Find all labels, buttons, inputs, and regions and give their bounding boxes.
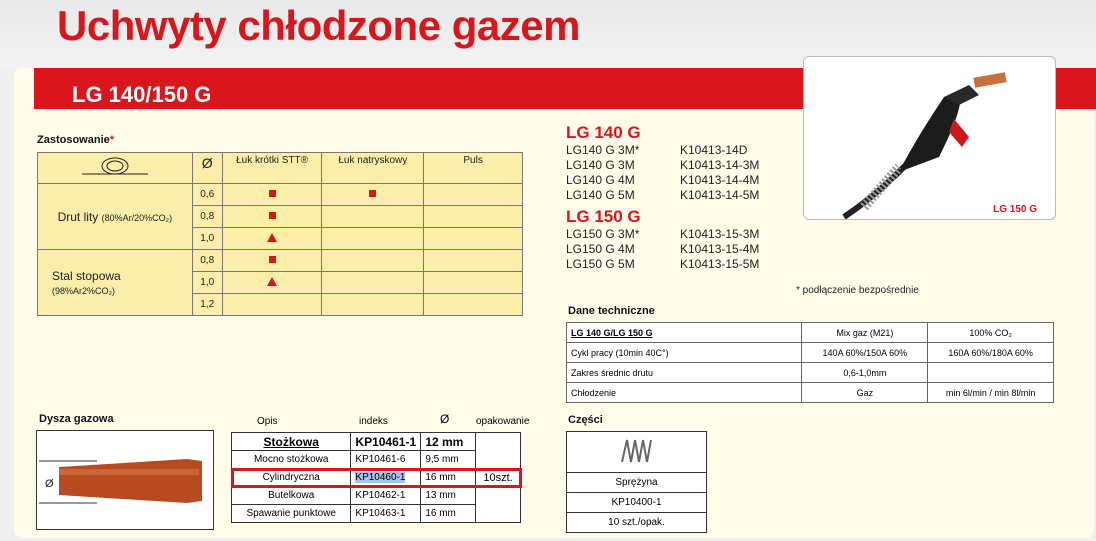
group-stainless xyxy=(38,250,193,316)
model-row xyxy=(566,242,759,257)
model-code: K10413-14-3M xyxy=(680,158,760,172)
col-pack-header: opakowanie xyxy=(476,416,530,427)
empty-cell xyxy=(424,206,523,228)
marker-cell xyxy=(222,272,322,294)
table-row xyxy=(567,432,707,473)
nozzle-desc: Spawanie punktowe xyxy=(232,505,351,523)
col-desc-header: Opis xyxy=(257,416,278,427)
tech-cell: 160A 60%/180A 60% xyxy=(928,343,1054,363)
empty-cell xyxy=(322,250,424,272)
photo-label: LG 150 G xyxy=(993,204,1037,215)
welding-torch-image xyxy=(804,57,1055,219)
diameter-cell: 0,6 xyxy=(192,184,222,206)
square-marker xyxy=(369,190,376,197)
table-row xyxy=(232,433,521,451)
empty-cell xyxy=(424,272,523,294)
empty-cell xyxy=(424,294,523,316)
diameter-cell: 1,0 xyxy=(192,228,222,250)
spray-arc-header: Łuk natryskowy xyxy=(322,153,424,184)
asterisk: * xyxy=(109,134,115,146)
part-pack: 10 szt./opak. xyxy=(567,513,707,533)
gas-nozzle-image xyxy=(37,431,213,529)
tech-cell: Zakres średnic drutu xyxy=(567,363,802,383)
tech-cell: Cykl pracy (10min 40C°) xyxy=(567,343,802,363)
nozzle-index: KP10461-6 xyxy=(351,451,421,469)
triangle-marker xyxy=(267,277,277,286)
tech-cell: Gaz xyxy=(802,383,928,403)
empty-cell xyxy=(424,228,523,250)
diameter-cell: 1,0 xyxy=(192,272,222,294)
parts-label: Części xyxy=(568,414,603,426)
triangle-marker xyxy=(267,233,277,242)
nozzle-desc: Mocno stożkowa xyxy=(232,451,351,469)
marker-cell xyxy=(222,206,322,228)
parts-table xyxy=(566,431,707,533)
tech-cell: 100% CO₂ xyxy=(928,323,1054,343)
model-row xyxy=(566,188,759,203)
application-label-text: Zastosowanie xyxy=(37,134,110,146)
model-name: LG140 G 3M* xyxy=(566,143,640,157)
model-name: LG150 G 4M xyxy=(566,242,635,256)
model-code: K10413-14-4M xyxy=(680,173,760,187)
lg140-heading: LG 140 G xyxy=(566,123,641,142)
nozzle-index-selected[interactable]: KP10460-1 xyxy=(355,472,406,483)
empty-cell xyxy=(424,184,523,206)
table-row xyxy=(567,493,707,513)
marker-cell xyxy=(222,228,322,250)
tech-row xyxy=(567,383,1054,403)
tech-cell: 140A 60%/150A 60% xyxy=(802,343,928,363)
empty-cell xyxy=(322,272,424,294)
nozzle-dia: 16 mm xyxy=(421,505,476,523)
model-code: K10413-15-3M xyxy=(680,227,760,241)
group-name: Stal stopowa xyxy=(52,269,121,283)
band-title: LG 140/150 G xyxy=(72,82,212,107)
group-gas: (98%Ar2%CO₂) xyxy=(52,286,116,296)
lg150-heading: LG 150 G xyxy=(566,207,641,226)
tech-cell: LG 140 G/LG 150 G xyxy=(567,323,802,343)
diameter-symbol: Ø xyxy=(45,478,54,490)
nozzle-index: KP10463-1 xyxy=(351,505,421,523)
model-code: K10413-14-5M xyxy=(680,188,760,202)
nozzle-table xyxy=(231,432,521,523)
nozzle-pack: 10szt. xyxy=(476,433,521,523)
nozzle-dia: 16 mm xyxy=(421,469,476,487)
nozzle-index: KP10461-1 xyxy=(351,433,421,451)
group-gas: (80%Ar/20%CO₂) xyxy=(101,212,173,223)
model-row xyxy=(566,257,759,272)
short-arc-header: Łuk krótki STT® xyxy=(222,153,322,184)
part-name: Sprężyna xyxy=(567,473,707,493)
tech-cell xyxy=(928,363,1054,383)
tech-row xyxy=(567,343,1054,363)
model-code: K10413-14D xyxy=(680,143,748,157)
tech-cell: 0,6-1,0mm xyxy=(802,363,928,383)
model-row xyxy=(566,173,759,188)
empty-cell xyxy=(424,250,523,272)
tech-row xyxy=(567,363,1054,383)
tech-cell: min 6l/min / min 8l/min xyxy=(928,383,1054,403)
tech-table xyxy=(566,322,1054,403)
marker-cell xyxy=(322,184,424,206)
model-code: K10413-15-4M xyxy=(680,242,760,256)
application-table xyxy=(37,152,523,316)
square-marker xyxy=(269,256,276,263)
nozzle-index: KP10462-1 xyxy=(351,487,421,505)
tech-row xyxy=(567,323,1054,343)
marker-cell xyxy=(222,184,322,206)
nozzle-label: Dysza gazowa xyxy=(39,413,114,425)
model-row xyxy=(566,158,759,173)
model-row xyxy=(566,227,759,242)
pulse-header: Puls xyxy=(424,153,523,184)
square-marker xyxy=(269,190,276,197)
table-row xyxy=(567,513,707,533)
model-name: LG150 G 3M* xyxy=(566,227,640,241)
models-list xyxy=(566,123,759,272)
model-name: LG140 G 4M xyxy=(566,173,635,187)
group-name: Drut lity xyxy=(57,209,99,224)
wire-spool-icon-cell xyxy=(38,153,193,184)
nozzle-dia: 9,5 mm xyxy=(421,451,476,469)
empty-cell xyxy=(322,206,424,228)
table-row xyxy=(567,473,707,493)
model-row xyxy=(566,143,759,158)
application-label xyxy=(37,134,114,146)
wire-spool-icon xyxy=(80,155,150,177)
nozzle-image-box xyxy=(36,430,214,530)
spring-icon xyxy=(617,436,657,466)
model-name: LG140 G 5M xyxy=(566,188,635,202)
nozzle-desc: Cylindryczna xyxy=(232,469,351,487)
tech-cell: Mix gaz (M21) xyxy=(802,323,928,343)
tech-label: Dane techniczne xyxy=(568,305,655,317)
model-name: LG150 G 5M xyxy=(566,257,635,271)
col-index-header: indeks xyxy=(359,416,388,427)
page-title: Uchwyty chłodzone gazem xyxy=(57,2,580,49)
torch-photo xyxy=(803,56,1056,220)
empty-cell xyxy=(322,228,424,250)
part-code: KP10400-1 xyxy=(567,493,707,513)
square-marker xyxy=(269,212,276,219)
nozzle-dia: 12 mm xyxy=(421,433,476,451)
nozzle-dia: 13 mm xyxy=(421,487,476,505)
empty-cell xyxy=(322,294,424,316)
empty-cell xyxy=(222,294,322,316)
diameter-header: Ø xyxy=(192,153,222,184)
diameter-cell: 1,2 xyxy=(192,294,222,316)
nozzle-index-cell xyxy=(351,469,421,487)
model-name: LG140 G 3M xyxy=(566,158,635,172)
footnote: * podłączenie bezpośrednie xyxy=(796,285,919,296)
tech-cell: Chłodzenie xyxy=(567,383,802,403)
model-code: K10413-15-5M xyxy=(680,257,760,271)
group-solid-wire xyxy=(38,184,193,250)
spring-icon-cell xyxy=(567,432,707,473)
diameter-cell: 0,8 xyxy=(192,206,222,228)
nozzle-desc: Stożkowa xyxy=(232,433,351,451)
col-diameter-header: Ø xyxy=(440,412,450,426)
marker-cell xyxy=(222,250,322,272)
diameter-cell: 0,8 xyxy=(192,250,222,272)
nozzle-desc: Butelkowa xyxy=(232,487,351,505)
